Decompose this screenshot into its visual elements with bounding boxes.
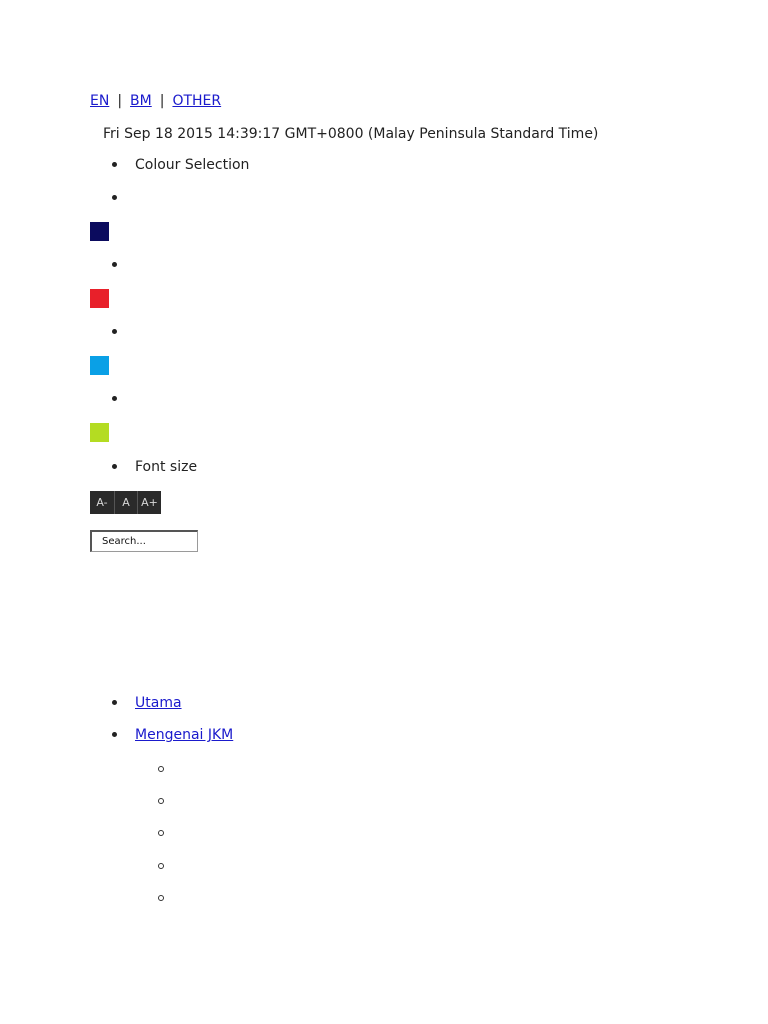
list-bullet [112,700,117,705]
current-datetime: Fri Sep 18 2015 14:39:17 GMT+0800 (Malay Peninsula Standard Time) [103,126,599,142]
sub-list-bullet [158,830,164,836]
sub-list-bullet [158,895,164,901]
nav-item-utama[interactable]: Utama [135,695,182,711]
nav-item-mengenai-jkm[interactable]: Mengenai JKM [135,727,234,743]
list-bullet [112,464,117,469]
lang-separator: | [159,93,165,109]
font-decrease-button[interactable]: A- [90,491,115,514]
lang-separator: | [117,93,123,109]
colour-swatch-green[interactable] [90,423,109,442]
colour-swatch-blue[interactable] [90,356,109,375]
sub-list-bullet [158,798,164,804]
sub-list-bullet [158,766,164,772]
lang-other-link[interactable]: OTHER [172,93,222,109]
font-size-controls [90,491,161,514]
search-input[interactable] [90,530,198,552]
lang-bm-link[interactable]: BM [130,93,152,109]
font-reset-button[interactable]: A [115,491,138,514]
font-increase-button[interactable]: A+ [138,491,161,514]
colour-swatch-navy[interactable] [90,222,109,241]
list-bullet [112,329,117,334]
colour-selection-label: Colour Selection [135,157,250,173]
language-switcher [90,92,221,110]
lang-en-link[interactable]: EN [90,93,110,109]
list-bullet [112,195,117,200]
list-bullet [112,262,117,267]
colour-swatch-red[interactable] [90,289,109,308]
list-bullet [112,396,117,401]
list-bullet [112,732,117,737]
font-size-label: Font size [135,459,198,475]
sub-list-bullet [158,863,164,869]
list-bullet [112,162,117,167]
